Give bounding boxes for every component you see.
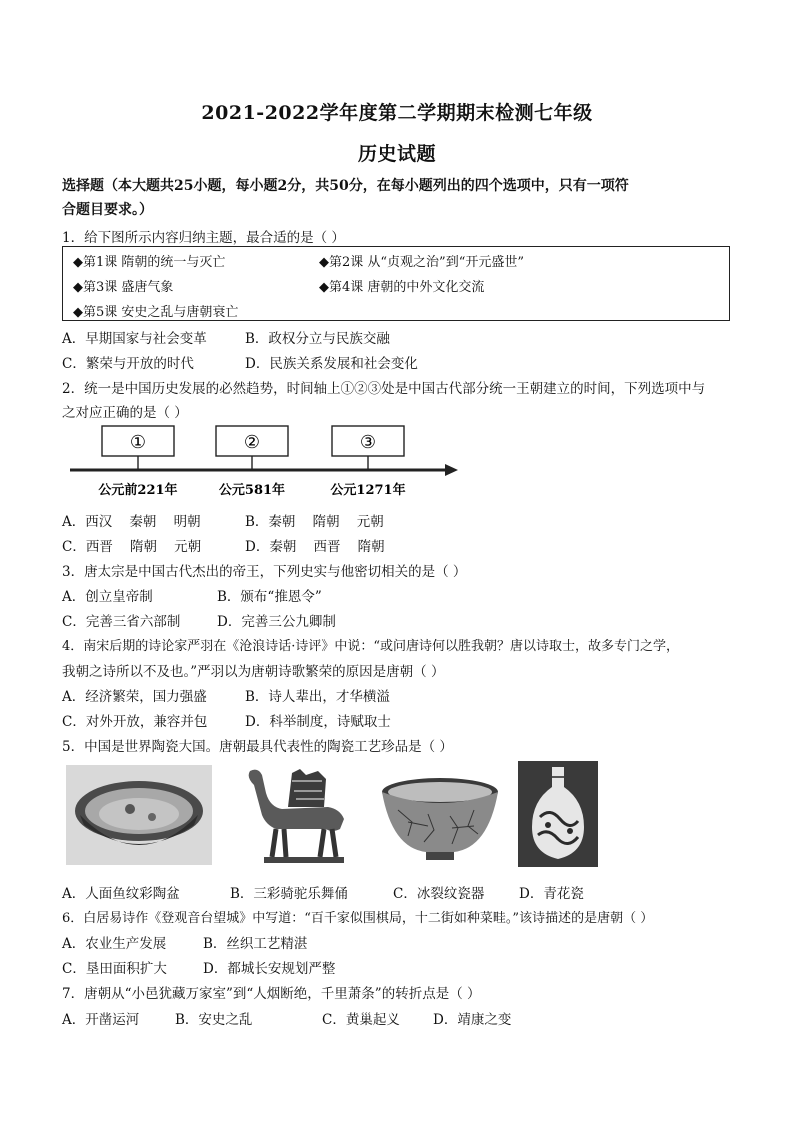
q2-timeline: [70, 424, 460, 504]
timeline-marker-3: ③: [359, 432, 377, 453]
q1-lesson-5: ◆第5课 安史之乱与唐朝衰亡: [73, 305, 239, 320]
q6-option-c: C．垦田面积扩大: [62, 961, 167, 977]
q7-option-a: A．开凿运河: [62, 1012, 140, 1028]
q2-option-d: D．秦朝 西晋 隋朝: [245, 539, 385, 555]
q1-lesson-4: ◆第4课 唐朝的中外文化交流: [319, 280, 485, 295]
q5-option-b: B．三彩骑驼乐舞俑: [230, 886, 348, 902]
q4-option-c: C．对外开放，兼容并包: [62, 714, 208, 730]
q1-option-c: C．繁荣与开放的时代: [62, 356, 194, 372]
q4-option-d: D．科举制度，诗赋取士: [245, 714, 391, 730]
q1-option-d: D．民族关系发展和社会变化: [245, 356, 418, 372]
q6-option-d: D．都城长安规划严整: [203, 961, 336, 977]
timeline-date-3: 公元1271年: [330, 483, 406, 498]
q2-stem-line-2: 之对应正确的是（ ）: [62, 405, 188, 421]
q3-option-c: C．完善三省六部制: [62, 614, 181, 630]
q1-option-b: B．政权分立与民族交融: [245, 331, 390, 347]
q4-option-a: A．经济繁荣，国力强盛: [62, 689, 207, 705]
q1-lesson-box: [62, 246, 730, 321]
instructions-line-2: 合题目要求。）: [62, 202, 153, 218]
q3-stem: 3．唐太宗是中国古代杰出的帝王，下列史实与他密切相关的是（ ）: [62, 564, 467, 580]
timeline-date-1: 公元前221年: [98, 483, 178, 498]
q5-option-d: D．青花瓷: [519, 886, 584, 902]
q3-option-d: D．完善三公九卿制: [217, 614, 336, 630]
q3-option-b: B．颁布“推恩令”: [217, 589, 322, 605]
q7-option-d: D．靖康之变: [433, 1012, 512, 1028]
timeline-date-2: 公元581年: [218, 483, 286, 498]
q2-option-b: B．秦朝 隋朝 元朝: [245, 514, 384, 530]
q6-stem: 6．白居易诗作《登观音台望城》中写道：“百千家似围棋局，十二街如种菜畦。”该诗描述的是唐朝（ ）: [62, 911, 654, 926]
q5-option-a: A．人面鱼纹彩陶盆: [62, 886, 180, 902]
q7-stem: 7．唐朝从“小邑犹藏万家室”到“人烟断绝，千里萧条”的转折点是（ ）: [62, 986, 481, 1002]
q2-option-c: C．西晋 隋朝 元朝: [62, 539, 202, 555]
q4-stem-line-2: 我朝之诗所以不及也。”严羽以为唐朝诗歌繁荣的原因是唐朝（ ）: [62, 664, 445, 680]
page-subtitle: 历史试题: [357, 143, 436, 165]
sancai-camel-image: [236, 763, 362, 867]
timeline-marker-1: ①: [129, 432, 147, 453]
q1-lesson-3: ◆第3课 盛唐气象: [73, 280, 174, 295]
q3-option-a: A．创立皇帝制: [62, 589, 153, 605]
q1-lesson-2: ◆第2课 从“贞观之治”到“开元盛世”: [319, 255, 524, 270]
timeline-marker-2: ②: [243, 432, 261, 453]
timeline-arrow: [445, 464, 458, 476]
q4-option-b: B．诗人辈出，才华横溢: [245, 689, 390, 705]
crackle-bowl-image: [378, 770, 502, 866]
q2-option-a: A．西汉 秦朝 明朝: [62, 514, 201, 530]
q6-option-a: A．农业生产发展: [62, 936, 167, 952]
q1-stem: 1．给下图所示内容归纳主题，最合适的是（ ）: [62, 230, 345, 246]
q7-option-c: C．黄巢起义: [322, 1012, 400, 1028]
q2-stem-line-1: 2．统一是中国历史发展的必然趋势，时间轴上①②③处是中国古代部分统一王朝建立的时间，下列选项中与: [62, 381, 706, 397]
page-title: 2021-2022学年度第二学期期末检测七年级: [201, 102, 593, 124]
pottery-basin-image: [66, 765, 212, 865]
q7-option-b: B．安史之乱: [175, 1012, 253, 1028]
q1-lesson-1: ◆第1课 隋朝的统一与灭亡: [73, 255, 226, 270]
q5-option-c: C．冰裂纹瓷器: [393, 886, 485, 902]
blue-white-vase-image: [518, 761, 598, 867]
q6-option-b: B．丝织工艺精湛: [203, 936, 308, 952]
q5-stem: 5．中国是世界陶瓷大国。唐朝最具代表性的陶瓷工艺珍品是（ ）: [62, 739, 453, 755]
q1-option-a: A．早期国家与社会变革: [62, 331, 207, 347]
instructions-line-1: 选择题（本大题共25小题，每小题2分，共50分，在每小题列出的四个选项中，只有一项符: [62, 178, 629, 194]
q4-stem-line-1: 4．南宋后期的诗论家严羽在《沧浪诗话·诗评》中说：“或问唐诗何以胜我朝？唐以诗取士，故多专门之学，: [62, 639, 680, 654]
